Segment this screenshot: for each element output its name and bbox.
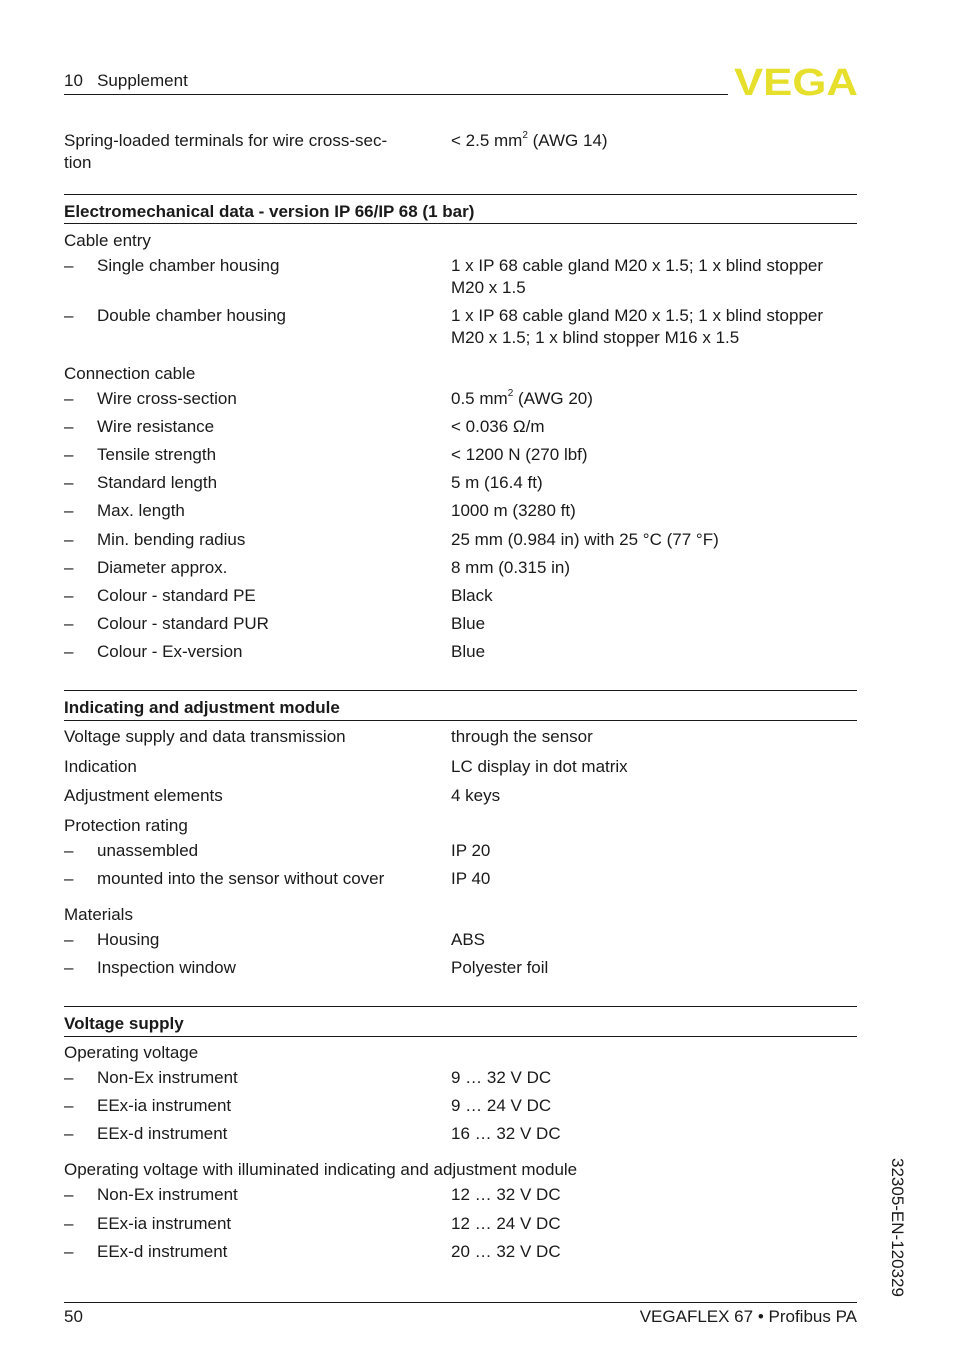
spec-value: 9 … 32 V DC bbox=[451, 1068, 552, 1087]
group-label-materials: Materials bbox=[64, 905, 133, 924]
footer-rule bbox=[64, 1302, 857, 1303]
spec-label: Wire resistance bbox=[97, 417, 215, 436]
spec-label: Indication bbox=[64, 757, 137, 776]
spec-value: Polyester foil bbox=[451, 958, 549, 977]
section-rule-top bbox=[64, 194, 857, 195]
spec-label: Single chamber housing bbox=[97, 256, 280, 275]
spec-row bbox=[64, 957, 858, 979]
dash-bullet: – bbox=[64, 389, 74, 408]
spec-row-double-chamber bbox=[64, 305, 858, 327]
spec-label: Non-Ex instrument bbox=[97, 1185, 238, 1204]
spec-value-cont: M20 x 1.5; 1 x blind stopper M16 x 1.5 bbox=[451, 328, 740, 347]
spec-value: 1000 m (3280 ft) bbox=[451, 501, 576, 520]
document-id-text: 32305-EN-120329 bbox=[888, 1158, 907, 1297]
spec-label: Diameter approx. bbox=[97, 558, 228, 577]
spec-row bbox=[64, 529, 858, 551]
spec-value: Blue bbox=[451, 614, 486, 633]
spec-row-terminals-cont bbox=[64, 152, 858, 174]
spec-row bbox=[64, 557, 858, 579]
spec-value: 1 x IP 68 cable gland M20 x 1.5; 1 x blind stopper bbox=[451, 256, 824, 275]
group-label-operating-voltage: Operating voltage bbox=[64, 1043, 199, 1062]
spec-value: ABS bbox=[451, 930, 486, 949]
group-label-protection: Protection rating bbox=[64, 816, 188, 835]
spec-row-double-chamber-cont bbox=[64, 327, 858, 349]
spec-value: 8 mm (0.315 in) bbox=[451, 558, 571, 577]
spec-row bbox=[64, 472, 858, 494]
page-number: 50 bbox=[64, 1307, 83, 1326]
spec-label: Standard length bbox=[97, 473, 218, 492]
spec-row bbox=[64, 726, 858, 748]
spec-label: Colour - Ex-version bbox=[97, 642, 243, 661]
spec-row-terminals bbox=[64, 130, 858, 152]
spec-label: Spring-loaded terminals for wire cross-sec- bbox=[64, 131, 388, 150]
spec-label: Non-Ex instrument bbox=[97, 1068, 238, 1087]
section-rule-bottom bbox=[64, 1036, 857, 1037]
spec-value: through the sensor bbox=[451, 727, 593, 746]
spec-row bbox=[64, 500, 858, 522]
vega-logo bbox=[734, 66, 858, 98]
spec-row bbox=[64, 1241, 858, 1263]
dash-bullet: – bbox=[64, 841, 74, 860]
spec-row bbox=[64, 840, 858, 862]
spec-label: Colour - standard PUR bbox=[97, 614, 269, 633]
dash-bullet: – bbox=[64, 1185, 74, 1204]
dash-bullet: – bbox=[64, 445, 74, 464]
spec-label: Min. bending radius bbox=[97, 530, 246, 549]
spec-label: EEx-d instrument bbox=[97, 1242, 228, 1261]
spec-value: Blue bbox=[451, 642, 486, 661]
spec-label: EEx-d instrument bbox=[97, 1124, 228, 1143]
section-title-electromechanical: Electromechanical data - version IP 66/IP 68 (1 bar) bbox=[64, 202, 475, 221]
dash-bullet: – bbox=[64, 958, 74, 977]
spec-row bbox=[64, 1067, 858, 1089]
dash-bullet: – bbox=[64, 417, 74, 436]
dash-bullet: – bbox=[64, 473, 74, 492]
spec-row bbox=[64, 929, 858, 951]
spec-value: 20 … 32 V DC bbox=[451, 1242, 561, 1261]
dash-bullet: – bbox=[64, 1124, 74, 1143]
section-rule-bottom bbox=[64, 720, 857, 721]
section-title-indicating: Indicating and adjustment module bbox=[64, 698, 340, 717]
dash-bullet: – bbox=[64, 614, 74, 633]
spec-label: Inspection window bbox=[97, 958, 236, 977]
spec-row bbox=[64, 868, 858, 890]
spec-row bbox=[64, 756, 858, 778]
spec-row bbox=[64, 585, 858, 607]
dash-bullet: – bbox=[64, 501, 74, 520]
dash-bullet: – bbox=[64, 1242, 74, 1261]
spec-label: unassembled bbox=[97, 841, 199, 860]
spec-label: Double chamber housing bbox=[97, 306, 287, 325]
spec-value: 1 x IP 68 cable gland M20 x 1.5; 1 x blind stopper bbox=[451, 306, 824, 325]
spec-value-cont: M20 x 1.5 bbox=[451, 278, 526, 297]
spec-label: Adjustment elements bbox=[64, 786, 223, 805]
section-header: 10 Supplement bbox=[64, 71, 188, 90]
spec-value: 0.5 $mm^2$ (AWG 20) bbox=[451, 388, 593, 408]
spec-value: IP 40 bbox=[451, 869, 491, 888]
spec-value: IP 20 bbox=[451, 841, 491, 860]
spec-row bbox=[64, 1184, 858, 1206]
dash-bullet: – bbox=[64, 1068, 74, 1087]
spec-row bbox=[64, 785, 858, 807]
section-title-voltage: Voltage supply bbox=[64, 1014, 184, 1033]
spec-row bbox=[64, 444, 858, 466]
spec-value: 12 … 24 V DC bbox=[451, 1214, 561, 1233]
dash-bullet: – bbox=[64, 930, 74, 949]
spec-value: 12 … 32 V DC bbox=[451, 1185, 561, 1204]
vega-logo-text: VEGA bbox=[734, 66, 858, 98]
spec-label: EEx-ia instrument bbox=[97, 1214, 232, 1233]
spec-label: Max. length bbox=[97, 501, 185, 520]
spec-label: EEx-ia instrument bbox=[97, 1096, 232, 1115]
dash-bullet: – bbox=[64, 306, 74, 325]
spec-label: Wire cross-section bbox=[97, 389, 237, 408]
spec-label: Colour - standard PE bbox=[97, 586, 256, 605]
spec-row bbox=[64, 613, 858, 635]
dash-bullet: – bbox=[64, 869, 74, 888]
spec-row bbox=[64, 1213, 858, 1235]
product-name: VEGAFLEX 67 • Profibus PA bbox=[639, 1307, 857, 1326]
spec-value: 9 … 24 V DC bbox=[451, 1096, 552, 1115]
spec-row bbox=[64, 416, 858, 438]
section-rule-top bbox=[64, 690, 857, 691]
section-rule-bottom bbox=[64, 223, 857, 224]
dash-bullet: – bbox=[64, 642, 74, 661]
dash-bullet: – bbox=[64, 1096, 74, 1115]
spec-value: 4 keys bbox=[451, 786, 501, 805]
section-rule-top bbox=[64, 1006, 857, 1007]
spec-row bbox=[64, 1123, 858, 1145]
spec-row-wire-cross-section bbox=[64, 388, 858, 410]
spec-value: Black bbox=[451, 586, 493, 605]
spec-row bbox=[64, 1095, 858, 1117]
spec-label: Tensile strength bbox=[97, 445, 217, 464]
spec-label: Housing bbox=[97, 930, 160, 949]
spec-value: 25 mm (0.984 in) with 25 °C (77 °F) bbox=[451, 530, 719, 549]
group-label-connection-cable: Connection cable bbox=[64, 364, 196, 383]
spec-value: < 1200 N (270 lbf) bbox=[451, 445, 588, 464]
dash-bullet: – bbox=[64, 1214, 74, 1233]
spec-row bbox=[64, 641, 858, 663]
spec-label-cont: tion bbox=[64, 153, 92, 172]
spec-value: 16 … 32 V DC bbox=[451, 1124, 561, 1143]
spec-row-single-chamber-cont bbox=[64, 277, 858, 299]
dash-bullet: – bbox=[64, 256, 74, 275]
dash-bullet: – bbox=[64, 558, 74, 577]
spec-label: Voltage supply and data transmission bbox=[64, 727, 346, 746]
group-label-illuminated: Operating voltage with illuminated indicating and adjustment module bbox=[64, 1160, 578, 1179]
dash-bullet: – bbox=[64, 586, 74, 605]
dash-bullet: – bbox=[64, 530, 74, 549]
spec-value: 5 m (16.4 ft) bbox=[451, 473, 543, 492]
spec-row-single-chamber bbox=[64, 255, 858, 277]
group-label-cable-entry: Cable entry bbox=[64, 231, 151, 250]
spec-value: LC display in dot matrix bbox=[451, 757, 628, 776]
spec-label: mounted into the sensor without cover bbox=[97, 869, 385, 888]
spec-value: < 2.5 $mm^2$ (AWG 14) bbox=[451, 130, 608, 150]
document-id bbox=[888, 1158, 908, 1308]
header-rule bbox=[64, 94, 728, 95]
spec-value: < 0.036 Ω/m bbox=[451, 417, 545, 436]
